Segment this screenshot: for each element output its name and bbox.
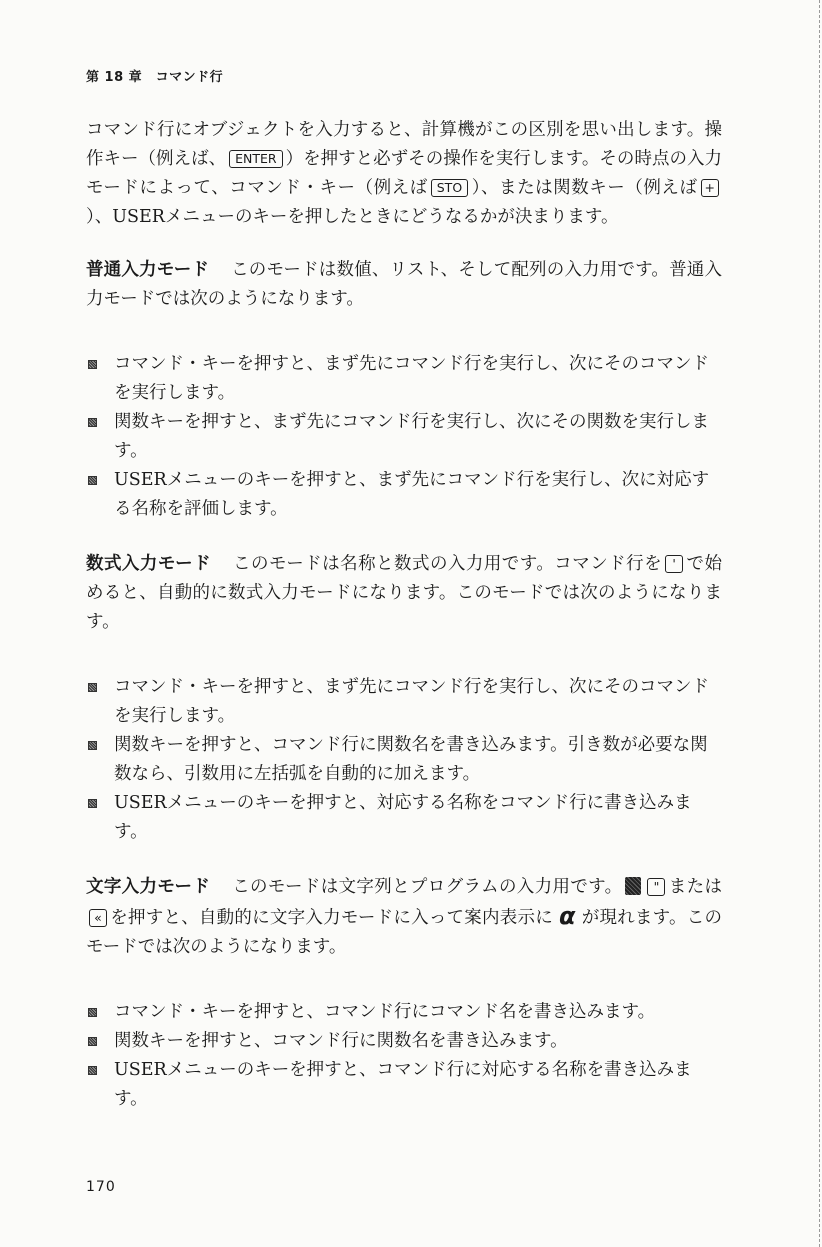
intro-text-1: コマンド行にオブジェクトを入力すると、計算機がこの区別を思い出します。操作キー（例えば、 [86,120,722,169]
normal-mode-body: このモードは数値、リスト、そして配列の入力用です。普通入力モードでは次のようになります。 [86,260,722,309]
list-item: USERメニューのキーを押すと、まず先にコマンド行を実行し、次に対応する名称を評価します。 [86,466,722,524]
page-number: 170 [86,1179,116,1195]
list-item: コマンド・キーを押すと、まず先にコマンド行を実行し、次にそのコマンドを実行します。 [86,673,722,731]
intro-text-2: ）を押すと必ずその操作を実行します。その時点の入力モードによって、コマンド・キー（例えば [86,149,722,198]
alpha-mode-list [86,998,722,1114]
list-item: コマンド・キーを押すと、コマンド行にコマンド名を書き込みます。 [86,998,722,1027]
list-item: USERメニューのキーを押すと、コマンド行に対応する名称を書き込みます。 [86,1056,722,1114]
algebraic-mode-heading: 数式入力モード [86,554,212,574]
program-delimiter-key: « [89,909,107,927]
normal-mode-heading: 普通入力モード [86,260,210,280]
bullet-icon [88,418,97,427]
normal-mode-list [86,350,722,524]
shift-key-icon [625,877,641,895]
list-item: USERメニューのキーを押すと、対応する名称をコマンド行に書き込みます。 [86,789,722,847]
bullet-icon [88,1037,97,1046]
quote-key: " [647,878,665,896]
alpha-mode-paragraph: 文字入力モード このモードは文字列とプログラムの入力用です。 " または« を押すと、自動的に文字入力モードに入って案内表示に α が現れます。このモードでは次のようになります。 [86,877,722,957]
alpha-mode-section [86,873,722,1114]
list-item: 関数キーを押すと、コマンド行に関数名を書き込みます。 [86,1027,722,1056]
bullet-icon [88,476,97,485]
list-item: コマンド・キーを押すと、まず先にコマンド行を実行し、次にそのコマンドを実行します。 [86,350,722,408]
enter-key: ENTER [229,150,282,168]
normal-mode-paragraph [86,256,722,314]
bullet-icon [88,1066,97,1075]
intro-paragraph [86,116,722,232]
tick-key: ' [665,555,683,573]
algebraic-mode-section [86,550,722,847]
alpha-mode-heading: 文字入力モード [86,877,211,897]
algebraic-mode-list [86,673,722,847]
intro-text-3: ）、または関数キー（例えば [471,178,698,198]
bullet-icon [88,360,97,369]
bullet-icon [88,683,97,692]
bullet-icon [88,799,97,808]
plus-key: + [701,179,719,197]
alpha-annunciator-icon: α [558,902,576,930]
bullet-icon [88,741,97,750]
page-content [86,116,722,1114]
running-header: 第 18 章 コマンド行 [86,70,224,85]
normal-mode-section [86,256,722,524]
intro-text-4: ）、USERメニューのキーを押したときにどうなるかが決まります。 [86,207,619,227]
list-item: 関数キーを押すと、コマンド行に関数名を書き込みます。引き数が必要な関数なら、引数用に左括弧を自動的に加えます。 [86,731,722,789]
sto-key: STO [431,179,468,197]
algebraic-mode-paragraph: 数式入力モード このモードは名称と数式の入力用です。コマンド行を ' で始めると、自動的に数式入力モードになります。このモードでは次のようになります。 [86,554,722,632]
list-item: 関数キーを押すと、まず先にコマンド行を実行し、次にその関数を実行します。 [86,408,722,466]
bullet-icon [88,1008,97,1017]
